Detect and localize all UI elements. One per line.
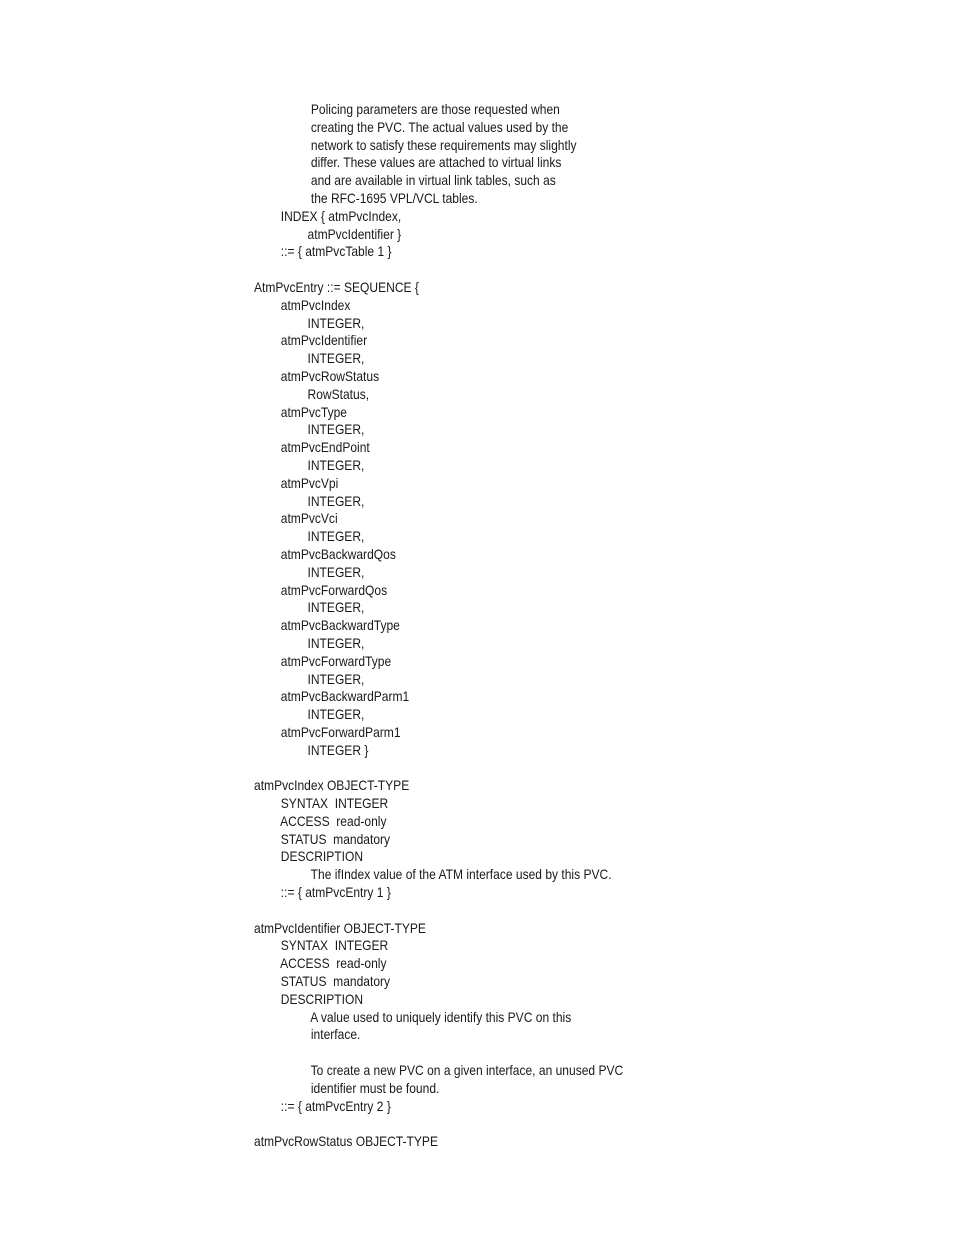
text-line: atmPvcIdentifier OBJECT-TYPE bbox=[254, 919, 426, 936]
text-line: atmPvcForwardType bbox=[254, 652, 392, 669]
text-line: INTEGER, bbox=[254, 706, 365, 723]
text-line: atmPvcVpi bbox=[254, 474, 339, 491]
text-line: To create a new PVC on a given interface, an unused PVC bbox=[254, 1062, 624, 1079]
text-line: identifier must be found. bbox=[254, 1079, 440, 1096]
text-line: ACCESS read-only bbox=[254, 955, 387, 972]
text-line: ACCESS read-only bbox=[254, 812, 387, 829]
text-line: atmPvcType bbox=[254, 403, 348, 420]
text-line: STATUS mandatory bbox=[254, 973, 391, 990]
text-line: atmPvcForwardQos bbox=[254, 581, 388, 598]
text-line: INTEGER, bbox=[254, 456, 365, 473]
mib-document-text bbox=[254, 101, 944, 1151]
text-line: A value used to uniquely identify this PVC on this bbox=[254, 1008, 572, 1025]
blank-line bbox=[254, 759, 847, 777]
text-line: and are available in virtual link tables, such as bbox=[254, 172, 556, 189]
text-line: atmPvcRowStatus bbox=[254, 367, 380, 384]
text-line: atmPvcIdentifier } bbox=[254, 225, 402, 242]
text-line: INTEGER } bbox=[254, 741, 369, 758]
text-line: SYNTAX INTEGER bbox=[254, 795, 389, 812]
text-line: atmPvcForwardParm1 bbox=[254, 723, 401, 740]
text-line: the RFC-1695 VPL/VCL tables. bbox=[254, 189, 478, 206]
text-line: INTEGER, bbox=[254, 563, 365, 580]
text-line: AtmPvcEntry ::= SEQUENCE { bbox=[254, 278, 419, 295]
text-line: INTEGER, bbox=[254, 492, 365, 509]
text-line: SYNTAX INTEGER bbox=[254, 937, 389, 954]
text-line: Policing parameters are those requested when bbox=[254, 101, 560, 117]
text-line: atmPvcIndex OBJECT-TYPE bbox=[254, 777, 410, 794]
text-line: ::= { atmPvcEntry 1 } bbox=[254, 884, 391, 901]
text-line: The ifIndex value of the ATM interface used by this PVC. bbox=[254, 866, 612, 883]
text-line: network to satisfy these requirements may slightly bbox=[254, 136, 577, 153]
text-line: atmPvcRowStatus OBJECT-TYPE bbox=[254, 1133, 438, 1150]
text-line: atmPvcEndPoint bbox=[254, 439, 370, 456]
text-line: INTEGER, bbox=[254, 670, 365, 687]
text-line: atmPvcVci bbox=[254, 510, 338, 527]
text-line: atmPvcBackwardQos bbox=[254, 545, 396, 562]
text-line: atmPvcBackwardParm1 bbox=[254, 688, 410, 705]
blank-line bbox=[254, 1115, 847, 1133]
text-line: atmPvcIdentifier bbox=[254, 332, 368, 349]
text-line: creating the PVC. The actual values used by the bbox=[254, 118, 569, 135]
text-line: INTEGER, bbox=[254, 599, 365, 616]
blank-line bbox=[254, 1044, 847, 1062]
text-line: INTEGER, bbox=[254, 421, 365, 438]
text-line: INDEX { atmPvcIndex, bbox=[254, 207, 402, 224]
text-line: INTEGER, bbox=[254, 314, 365, 331]
text-line: atmPvcIndex bbox=[254, 296, 351, 313]
text-line: ::= { atmPvcTable 1 } bbox=[254, 243, 392, 260]
text-line: atmPvcBackwardType bbox=[254, 617, 400, 634]
text-line: differ. These values are attached to virtual links bbox=[254, 154, 562, 171]
text-line: RowStatus, bbox=[254, 385, 370, 402]
text-line: INTEGER, bbox=[254, 634, 365, 651]
blank-line bbox=[254, 261, 847, 279]
text-line: interface. bbox=[254, 1026, 361, 1043]
text-line: DESCRIPTION bbox=[254, 990, 364, 1007]
text-line: DESCRIPTION bbox=[254, 848, 364, 865]
blank-line bbox=[254, 902, 847, 920]
text-line: ::= { atmPvcEntry 2 } bbox=[254, 1097, 391, 1114]
text-line: INTEGER, bbox=[254, 350, 365, 367]
text-line: STATUS mandatory bbox=[254, 830, 391, 847]
text-line: INTEGER, bbox=[254, 528, 365, 545]
